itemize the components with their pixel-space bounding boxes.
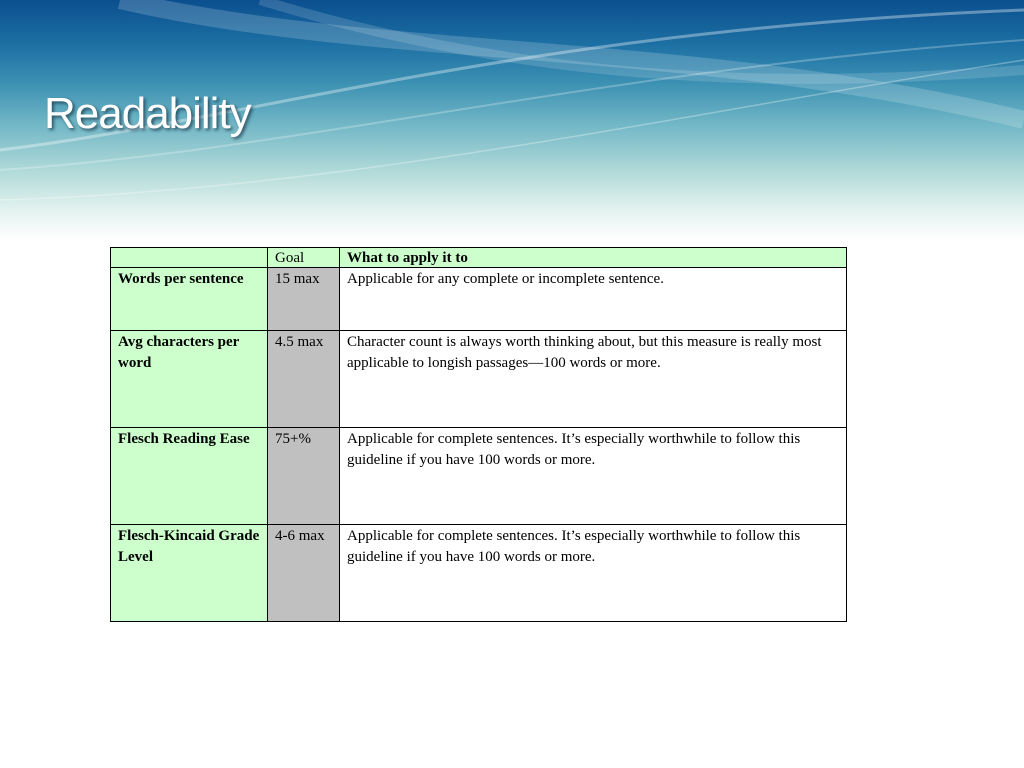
- goal-cell: 15 max: [268, 268, 340, 331]
- header-metric: [111, 248, 268, 268]
- goal-cell: 4-6 max: [268, 525, 340, 622]
- apply-cell: Applicable for complete sentences. It’s especially worthwhile to follow this guideline if you have 100 words or more.: [340, 525, 847, 622]
- slide-title: Readability: [44, 89, 251, 138]
- table-row: [111, 428, 847, 525]
- header-goal: Goal: [268, 248, 340, 268]
- goal-cell: 75+%: [268, 428, 340, 525]
- table-row: [111, 268, 847, 331]
- apply-cell: Character count is always worth thinking about, but this measure is really most applicable to longish passages—100 words or more.: [340, 331, 847, 428]
- table-row: [111, 525, 847, 622]
- header-apply: What to apply it to: [340, 248, 847, 268]
- readability-table: [110, 247, 847, 622]
- table-header-row: [111, 248, 847, 268]
- table-row: [111, 331, 847, 428]
- metric-cell: Flesch Reading Ease: [111, 428, 268, 525]
- apply-cell: Applicable for complete sentences. It’s especially worthwhile to follow this guideline if you have 100 words or more.: [340, 428, 847, 525]
- metric-cell: Flesch-Kincaid Grade Level: [111, 525, 268, 622]
- metric-cell: Words per sentence: [111, 268, 268, 331]
- goal-cell: 4.5 max: [268, 331, 340, 428]
- metric-cell: Avg characters per word: [111, 331, 268, 428]
- apply-cell: Applicable for any complete or incomplete sentence.: [340, 268, 847, 331]
